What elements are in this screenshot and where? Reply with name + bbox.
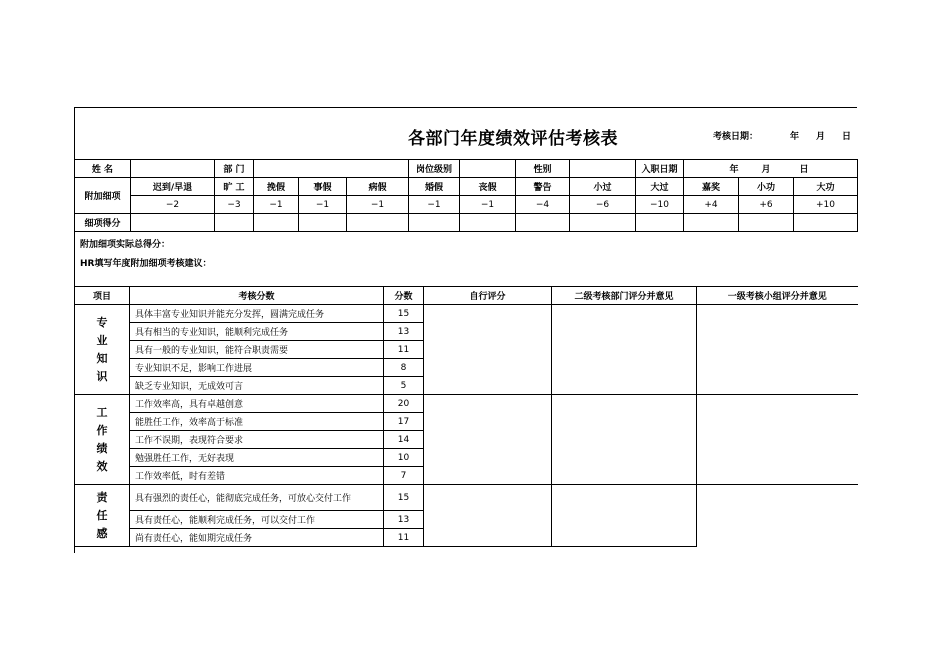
- evaluation-header-row: [75, 287, 858, 305]
- section-char: 作: [96, 423, 108, 437]
- criteria-score: 7: [384, 467, 424, 485]
- section-row: [75, 305, 858, 323]
- extra-item-value: −1: [347, 196, 409, 214]
- extra-item-value: −4: [516, 196, 570, 214]
- header-dept: 二级考核部门评分并意见: [552, 287, 697, 305]
- date-month-label: 月: [816, 132, 826, 142]
- criteria-text: 具有相当的专业知识，能顺利完成任务: [130, 323, 384, 341]
- dept-field[interactable]: [254, 160, 409, 178]
- item-score-cell[interactable]: [215, 214, 254, 232]
- section-row: [75, 395, 858, 413]
- criteria-text: 缺乏专业知识，无成效可言: [130, 377, 384, 395]
- section-char: 工: [96, 405, 108, 419]
- criteria-score: 10: [384, 449, 424, 467]
- criteria-text: 具有一般的专业知识，能符合职责需要: [130, 341, 384, 359]
- section-title-responsibility: [75, 485, 130, 547]
- extra-item-value: −10: [636, 196, 684, 214]
- sheet-top-border: [74, 107, 857, 108]
- join-date-label: 入职日期: [636, 160, 684, 178]
- extra-item-name: 旷 工: [215, 178, 254, 196]
- extra-item-name: 嘉奖: [684, 178, 739, 196]
- extra-item-value: −1: [299, 196, 347, 214]
- dept-score-cell[interactable]: [552, 395, 697, 485]
- criteria-score: 20: [384, 395, 424, 413]
- item-score-cell[interactable]: [299, 214, 347, 232]
- extra-item-name: 挽假: [254, 178, 299, 196]
- item-score-cell[interactable]: [460, 214, 516, 232]
- extra-item-value: −1: [460, 196, 516, 214]
- criteria-text: 专业知识不足，影响工作进展: [130, 359, 384, 377]
- item-score-cell[interactable]: [794, 214, 858, 232]
- date-year-label: 年: [790, 132, 800, 142]
- hr-suggestion-note: HR填写年度附加细项考核建议：: [80, 259, 212, 269]
- self-score-cell[interactable]: [424, 395, 552, 485]
- section-title-performance: [75, 395, 130, 485]
- join-year[interactable]: 年: [684, 160, 739, 178]
- section-char: 效: [96, 459, 108, 473]
- extra-item-name: 事假: [299, 178, 347, 196]
- extra-item-name: 小功: [739, 178, 794, 196]
- criteria-score: 15: [384, 305, 424, 323]
- section-row: [75, 485, 858, 511]
- name-field[interactable]: [131, 160, 215, 178]
- extra-item-name: 小过: [570, 178, 636, 196]
- name-label: 姓 名: [75, 160, 131, 178]
- item-score-cell[interactable]: [570, 214, 636, 232]
- criteria-text: 具有强烈的责任心，能彻底完成任务，可放心交付工作: [130, 485, 384, 511]
- criteria-score: 14: [384, 431, 424, 449]
- extra-items-score-row: [75, 214, 858, 232]
- item-score-cell[interactable]: [254, 214, 299, 232]
- item-score-cell[interactable]: [739, 214, 794, 232]
- header-group: 一级考核小组评分并意见: [697, 287, 858, 305]
- extra-item-value: −1: [409, 196, 460, 214]
- section-char: 感: [96, 526, 108, 540]
- date-label: 考核日期：: [713, 132, 759, 142]
- criteria-text: 具有责任心，能顺利完成任务，可以交付工作: [130, 511, 384, 529]
- group-score-cell[interactable]: [697, 305, 858, 395]
- group-score-cell[interactable]: [697, 395, 858, 485]
- date-day-label: 日: [842, 132, 852, 142]
- criteria-text: 具体丰富专业知识并能充分发挥，圆满完成任务: [130, 305, 384, 323]
- section-char: 业: [96, 333, 108, 347]
- item-score-cell[interactable]: [409, 214, 460, 232]
- criteria-score: 5: [384, 377, 424, 395]
- level-field[interactable]: [460, 160, 516, 178]
- section-char: 绩: [96, 441, 108, 455]
- extra-item-value: −6: [570, 196, 636, 214]
- section-title-knowledge: [75, 305, 130, 395]
- extra-item-name: 病假: [347, 178, 409, 196]
- join-month[interactable]: 月: [739, 160, 794, 178]
- extra-item-value: +4: [684, 196, 739, 214]
- criteria-text: 工作效率高，具有卓越创意: [130, 395, 384, 413]
- extra-item-value: +10: [794, 196, 858, 214]
- criteria-score: 17: [384, 413, 424, 431]
- gender-field[interactable]: [570, 160, 636, 178]
- item-score-cell[interactable]: [516, 214, 570, 232]
- extra-item-name: 大过: [636, 178, 684, 196]
- page-title: 各部门年度绩效评估考核表: [408, 129, 618, 149]
- dept-label: 部 门: [215, 160, 254, 178]
- extra-item-name: 丧假: [460, 178, 516, 196]
- criteria-score: 13: [384, 511, 424, 529]
- header-self: 自行评分: [424, 287, 552, 305]
- extra-item-value: −3: [215, 196, 254, 214]
- item-score-cell[interactable]: [684, 214, 739, 232]
- criteria-score: 11: [384, 529, 424, 547]
- item-score-cell[interactable]: [347, 214, 409, 232]
- self-score-cell[interactable]: [424, 305, 552, 395]
- extra-item-name: 大功: [794, 178, 858, 196]
- info-row: [75, 160, 858, 178]
- criteria-text: 勉强胜任工作，无好表现: [130, 449, 384, 467]
- extra-item-value: −1: [254, 196, 299, 214]
- self-score-cell[interactable]: [424, 485, 552, 547]
- extra-items-label: 附加细项: [75, 178, 131, 214]
- total-score-note: 附加细项实际总得分：: [80, 240, 171, 250]
- dept-score-cell[interactable]: [552, 305, 697, 395]
- section-char: 任: [96, 508, 108, 522]
- info-table: [74, 159, 858, 232]
- criteria-text: 工作不误期，表现符合要求: [130, 431, 384, 449]
- extra-item-name: 迟到/早退: [131, 178, 215, 196]
- evaluation-table: [74, 286, 858, 547]
- gender-label: 性别: [516, 160, 570, 178]
- section-char: 识: [96, 369, 108, 383]
- item-score-cell[interactable]: [131, 214, 215, 232]
- extra-item-name: 警告: [516, 178, 570, 196]
- extra-items-names-row: [75, 178, 858, 196]
- criteria-score: 8: [384, 359, 424, 377]
- section-char: 专: [96, 315, 108, 329]
- extra-item-value: −2: [131, 196, 215, 214]
- item-score-cell[interactable]: [636, 214, 684, 232]
- criteria-score: 11: [384, 341, 424, 359]
- extra-item-name: 婚假: [409, 178, 460, 196]
- extra-item-value: +6: [739, 196, 794, 214]
- item-score-label: 细项得分: [75, 214, 131, 232]
- criteria-text: 能胜任工作，效率高于标准: [130, 413, 384, 431]
- header-item: 项目: [75, 287, 130, 305]
- criteria-score: 15: [384, 485, 424, 511]
- criteria-text: 尚有责任心，能如期完成任务: [130, 529, 384, 547]
- criteria-text: 工作效率低，时有差错: [130, 467, 384, 485]
- dept-score-cell[interactable]: [552, 485, 697, 547]
- header-score: 分数: [384, 287, 424, 305]
- group-score-blank: [697, 485, 858, 547]
- section-char: 责: [96, 490, 108, 504]
- extra-items-values-row: [75, 196, 858, 214]
- join-day[interactable]: 日: [794, 160, 858, 178]
- level-label: 岗位级别: [409, 160, 460, 178]
- header-criteria: 考核分数: [130, 287, 384, 305]
- criteria-score: 13: [384, 323, 424, 341]
- section-char: 知: [96, 351, 108, 365]
